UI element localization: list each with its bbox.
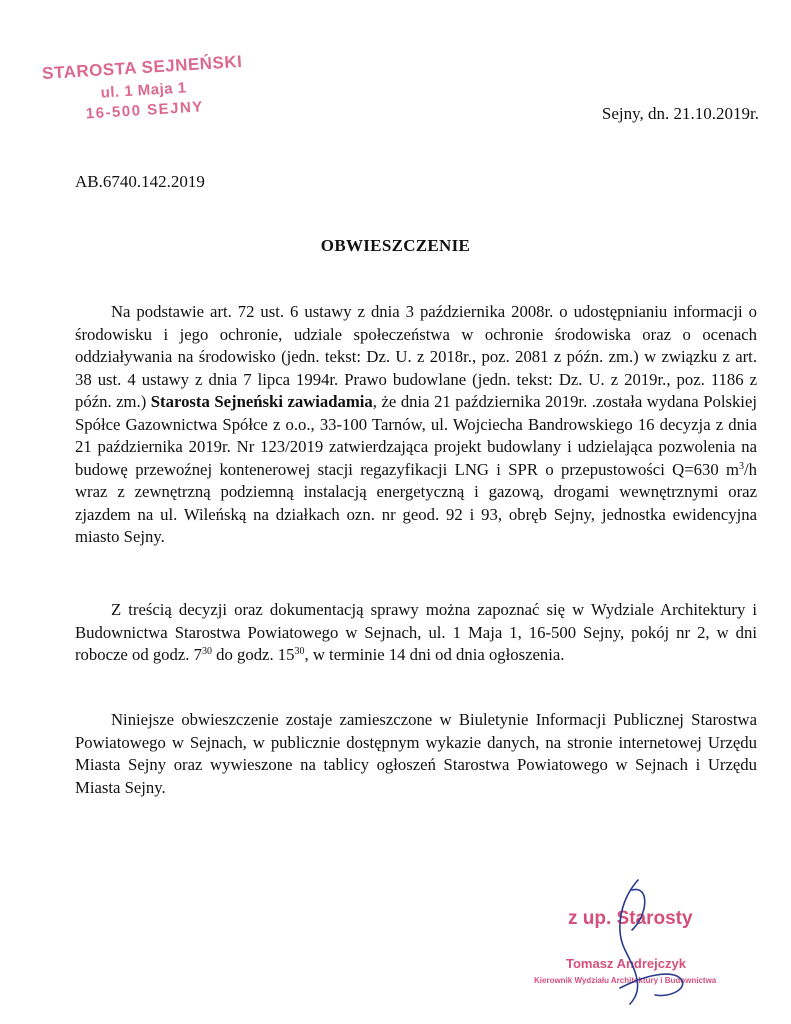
stamp-line-2: ul. 1 Maja 1: [100, 79, 188, 102]
p1-text-3: /h wraz z zewnętrzną podziemną instalacją energetyczną i gazową, drogami wewnętrznymi oraz zjazdem na ul. Wileńską na działkach ozn. nr geod. 92 i 93, obręb Sejny, jednostka ewidencyjna miasto Sejny.: [75, 459, 757, 546]
reference-number: AB.6740.142.2019: [75, 172, 205, 191]
signature-authority: z up. Starosty: [568, 908, 693, 929]
p2-text-2: do godz. 15: [211, 645, 295, 664]
signatory-name: Tomasz Andrejczyk: [566, 956, 686, 971]
p2-superscript-1: 30: [201, 646, 212, 657]
office-stamp: [34, 51, 252, 125]
p2-text-3: , w terminie 14 dni od dnia ogłoszenia.: [304, 645, 565, 664]
paragraph-2: [75, 599, 757, 667]
handwritten-signature: [520, 870, 770, 1010]
stamp-line-1: STAROSTA SEJNEŃSKI: [41, 51, 243, 84]
signature-block: [520, 870, 770, 1010]
p2-superscript-2: 30: [294, 646, 305, 657]
p2-text-1: Z treścią decyzji oraz dokumentacją sprawy można zapoznać się w Wydziale Architektury i Budownictwa Starostwa Powiatowego w Sejnach, ul. 1 Maja 1, 16-500 Sejny, pokój nr 2, w dni robocze od godz. 7: [75, 600, 757, 664]
p1-text-2: , że dnia 21 października 2019r. .została wydana Polskiej Spółce Gazownictwa Spółce z o.o., 33-100 Tarnów, ul. Wojciecha Bandrowskiego 16 decyzja z dnia 21 października 2019r. Nr 123/2019 zatwierdzająca projekt budowlany i udzielająca pozwolenia na budowę przewoźnej kontenerowej stacji regazyfikacji LNG i SPR o przepustowości Q=630 m: [75, 392, 757, 479]
paragraph-3: Niniejsze obwieszczenie zostaje zamieszczone w Biuletynie Informacji Publicznej Starostwa Powiatowego w Sejnach, w publicznie dostępnym wykazie danych, na stronie internetowej Urzędu Miasta Sejny oraz wywieszone na tablicy ogłoszeń Starostwa Powiatowego w Sejnach i Urzędu Miasta Sejny.: [75, 710, 757, 797]
document-title: OBWIESZCZENIE: [320, 236, 471, 255]
p1-superscript: 3: [739, 460, 745, 472]
p1-text-1: Na podstawie art. 72 ust. 6 ustawy z dnia 3 października 2008r. o udostępnianiu informacji o środowisku i jego ochronie, udziale społeczeństwa w ochronie środowiska oraz o ocenach oddziaływania na środowisko (jedn. tekst: Dz. U. z 2018r., poz. 2081 z późn. zm.) w związku z art. 38 ust. 4 ustawy z dnia 7 lipca 1994r. Prawo budowlane (jedn. tekst: Dz. U. z 2019r., poz. 1186 z późn. zm.): [75, 302, 757, 411]
p1-bold: Starosta Sejneński zawiadamia: [150, 392, 373, 411]
signatory-function: Kierownik Wydziału Architektury i Budownictwa: [534, 976, 717, 985]
document-date: Sejny, dn. 21.10.2019r.: [601, 104, 759, 123]
paragraph-1: [75, 301, 757, 549]
stamp-line-3: 16-500 SEJNY: [85, 98, 205, 123]
